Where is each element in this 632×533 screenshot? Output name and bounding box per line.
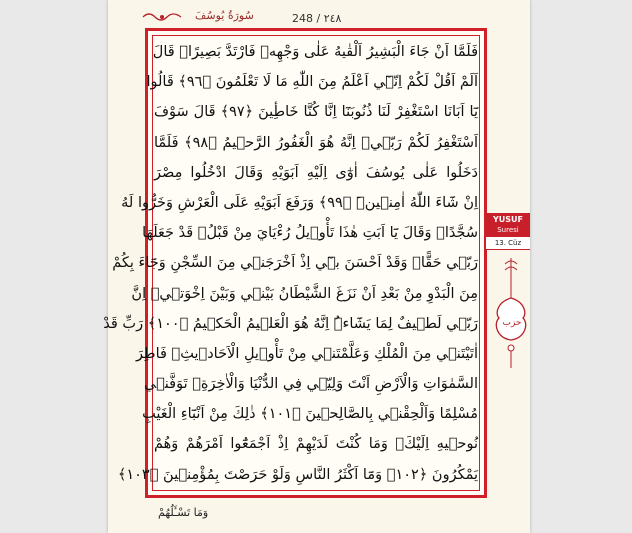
- hizb-label: حزب: [502, 318, 522, 328]
- verse-line: اَلَمْ اَقُلْ لَكُمْ اِنّ۪ٓي اَعْلَمُ مِنَ اللّٰهِ مَا لَا تَعْلَمُونَ ﴿٩٦﴾ قَالُوا: [146, 74, 478, 91]
- verse-line: مِنَ الْبَدْوِ مِنْ بَعْدِ اَنْ نَزَغَ الشَّيْطَانُ بَيْن۪ي وَبَيْنَ اِخْوَت۪يۜ اِنَّ: [131, 285, 478, 302]
- verse-line: رَبّ۪ي حَقًّاۜ وَقَدْ اَحْسَنَ ب۪ٓي اِذْ اَخْرَجَن۪ي مِنَ السِّجْنِ وَجَٓاءَ بِكُمْ: [112, 255, 478, 272]
- text-frame: [103, 28, 487, 498]
- verse-line: اِنْ شَٓاءَ اللّٰهُ اٰمِن۪ينَۜ ﴿٩٩﴾ وَرَفَعَ اَبَوَيْهِ عَلَى الْعَرْشِ وَخَرُّوا لَهُ: [121, 194, 478, 211]
- catchword: وَمَا تَسْـَٔلُهُمْ: [158, 506, 209, 519]
- surah-header-title: سُورَةُ يُوسُفَ: [195, 9, 254, 22]
- verse-line: يَمْكُرُونَ ﴿١٠٢﴾ وَمَٓا اَكْثَرُ النَّاسِ وَلَوْ حَرَصْتَ بِمُؤْمِن۪ينَ ﴿١٠٣﴾: [117, 466, 478, 483]
- page-number: 248 / ٢٤٨: [292, 12, 342, 25]
- verse-line: رَبّ۪ي لَط۪يفٌ لِمَا يَشَٓاءُۜ اِنَّهُ هُوَ الْعَل۪يمُ الْحَك۪يمُ ﴿١٠٠﴾ رَبِّ قَدْ: [103, 315, 478, 332]
- verse-line: اٰتَيْتَن۪ي مِنَ الْمُلْكِ وَعَلَّمْتَن۪ي مِنْ تَأْو۪يلِ الْاَحَاد۪يثِۚ فَاطِرَ: [136, 345, 478, 362]
- verse-line: مُسْلِمًا وَاَلْحِقْن۪ي بِالصَّالِح۪ينَ ﴿١٠١﴾ ذٰلِكَ مِنْ اَنْبَٓاءِ الْغَيْبِ: [142, 406, 478, 423]
- surah-tab-header: [486, 213, 530, 237]
- verse-line: يَٓا اَبَانَا اسْتَغْفِرْ لَنَا ذُنُوبَنَٓا اِنَّا كُنَّا خَاطِٔينَ ﴿٩٧﴾ قَالَ سَوْفَ: [154, 104, 478, 121]
- verse-line: نُوح۪يهِ اِلَيْكَۚ وَمَا كُنْتَ لَدَيْهِمْ اِذْ اَجْمَعُٓوا اَمْرَهُمْ وَهُمْ: [154, 436, 478, 453]
- verse-line: اَسْتَغْفِرُ لَكُمْ رَبّ۪يۜ اِنَّهُ هُوَ الْغَفُورُ الرَّح۪يمُ ﴿٩٨﴾ فَلَمَّا: [154, 134, 478, 151]
- surah-side-tab[interactable]: [486, 213, 530, 250]
- surah-tab-label: Suresi: [497, 226, 519, 234]
- surah-tab-name: YUSUF: [492, 215, 523, 224]
- verse-line: فَلَمَّا اَنْ جَاءَ الْبَشِيرُ اَلْقٰيهُ عَلٰى وَجْهِه۪ فَارْتَدَّ بَصِيرًاۚ قَالَ: [152, 44, 478, 60]
- header-ornament-icon: [141, 10, 183, 24]
- verse-line: سُجَّدًاۚ وَقَالَ يَٓا اَبَتِ هٰذَا تَأْو۪يلُ رُءْيَايَ مِنْ قَبْلُۘ قَدْ جَعَلَهَا: [142, 225, 478, 242]
- verse-line: السَّمٰوَاتِ وَالْاَرْضِ اَنْتَ وَلِيّ۪ي فِي الدُّنْيَا وَالْاٰخِرَةِۚ تَوَفَّن۪ي: [143, 376, 478, 393]
- verse-line: دَخَلُوا عَلٰى يُوسُفَ اٰوٰٓى اِلَيْهِ اَبَوَيْهِ وَقَالَ ادْخُلُوا مِصْرَ: [154, 164, 478, 181]
- verse-lines: [103, 37, 478, 490]
- juz-label: 13. Cüz: [486, 237, 530, 250]
- hizb-marker-icon: [493, 258, 529, 368]
